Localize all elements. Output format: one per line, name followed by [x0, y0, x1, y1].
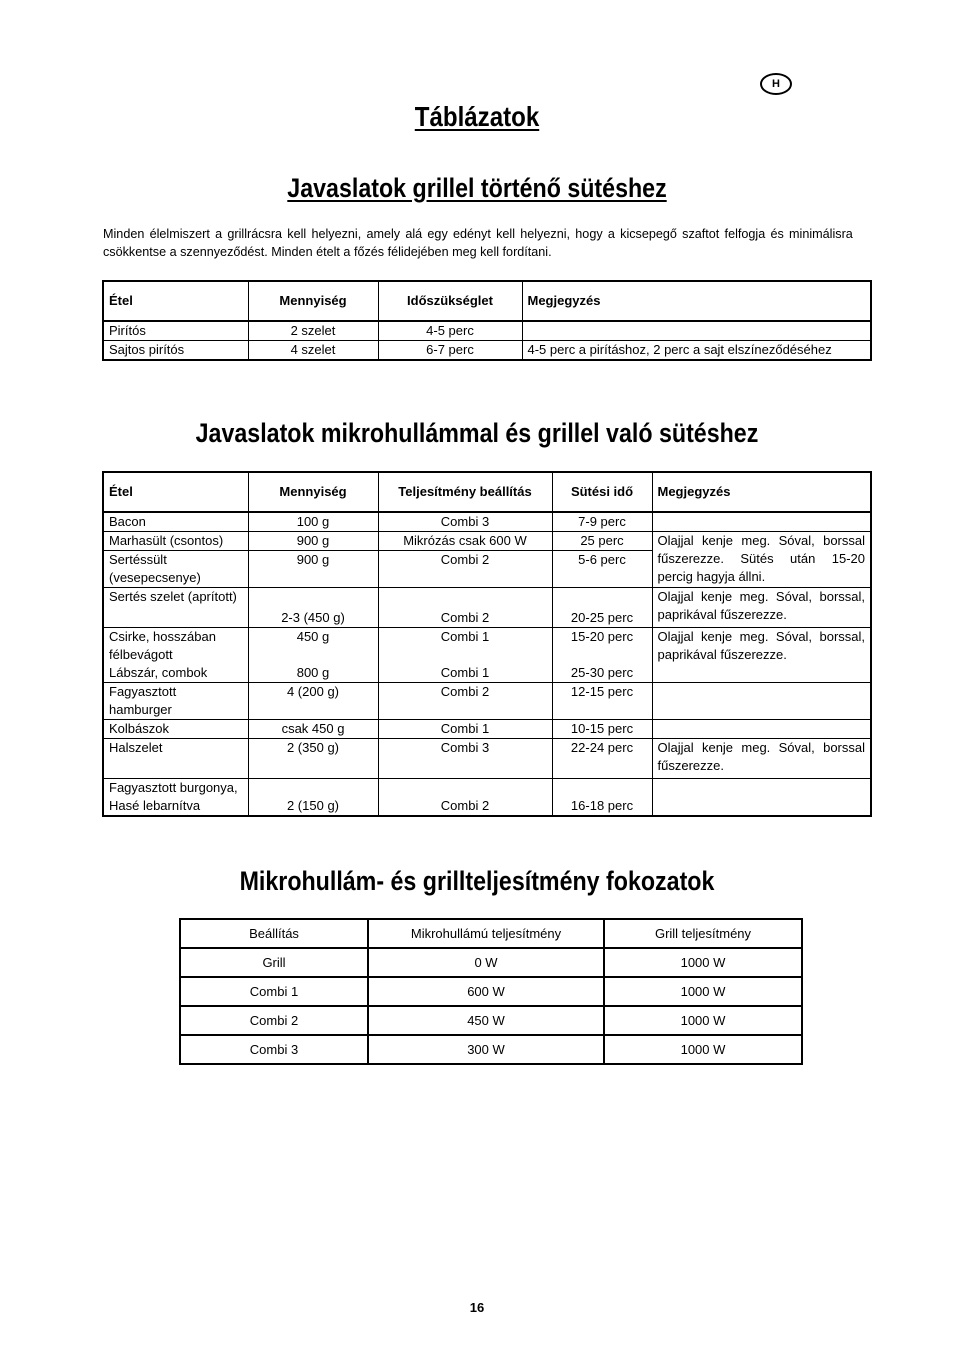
power-cell: Combi 2 — [378, 551, 552, 588]
table-row — [103, 321, 871, 341]
micro-section-heading: Javaslatok mikrohullámmal és grillel való sütéshez — [195, 418, 759, 448]
power-levels-table — [179, 918, 803, 1065]
power-cell: Combi 3 — [378, 512, 552, 532]
food-cell: Fagyasztott burgonya, Hasé lebarnítva — [103, 779, 248, 817]
table-row — [103, 512, 871, 532]
time-cell: 4-5 perc — [378, 321, 522, 341]
note-cell: Olajjal kenje meg. Sóval, borssal fűszerezze. Sütés után 15-20 percig hagyja állni. — [652, 532, 871, 588]
grill-table — [102, 280, 872, 361]
language-badge: H — [760, 73, 792, 95]
grill-section-heading: Javaslatok grillel történő sütéshez — [287, 173, 667, 203]
note-cell — [652, 779, 871, 817]
time-cell: 15-20 perc 25-30 perc — [552, 628, 652, 683]
header-time: Időszükséglet — [378, 281, 522, 321]
microwave-power-cell: 450 W — [368, 1006, 604, 1035]
table-row — [103, 341, 871, 361]
microwave-power-cell: 600 W — [368, 977, 604, 1006]
power-cell: Combi 3 — [378, 739, 552, 779]
food-cell: Sertés szelet (aprított) — [103, 588, 248, 628]
table-row — [103, 588, 871, 628]
power-cell: Combi 2 — [378, 779, 552, 817]
header-setting: Beállítás — [180, 919, 368, 948]
time-cell: 16-18 perc — [552, 779, 652, 817]
micro-table-header — [103, 472, 871, 512]
header-microwave-power: Mikrohullámú teljesítmény — [368, 919, 604, 948]
quantity-cell: 4 (200 g) — [248, 683, 378, 720]
food-cell: Csirke, hosszában félbevágott Lábszár, combok — [103, 628, 248, 683]
food-cell: Bacon — [103, 512, 248, 532]
food-cell: Fagyasztott hamburger — [103, 683, 248, 720]
table-row — [180, 977, 802, 1006]
power-cell: Combi 1 — [378, 720, 552, 739]
header-food: Étel — [103, 281, 248, 321]
page-number: 16 — [469, 1300, 485, 1315]
note-cell: Olajjal kenje meg. Sóval, borssal fűszerezze. — [652, 739, 871, 779]
table-row — [180, 1006, 802, 1035]
time-cell: 22-24 perc — [552, 739, 652, 779]
table-row — [103, 683, 871, 720]
note-cell: Olajjal kenje meg. Sóval, borssal, paprikával fűszerezze. — [652, 628, 871, 683]
grill-power-cell: 1000 W — [604, 1006, 802, 1035]
time-cell: 7-9 perc — [552, 512, 652, 532]
levels-section-heading: Mikrohullám- és grillteljesítmény fokozatok — [239, 866, 715, 896]
time-cell: 12-15 perc — [552, 683, 652, 720]
note-cell — [652, 512, 871, 532]
quantity-cell: 900 g — [248, 532, 378, 551]
header-quantity: Mennyiség — [248, 472, 378, 512]
table-row — [103, 779, 871, 817]
levels-table-header — [180, 919, 802, 948]
quantity-cell: 2-3 (450 g) — [248, 588, 378, 628]
power-cell: Mikrózás csak 600 W — [378, 532, 552, 551]
table-row — [103, 720, 871, 739]
table-row — [180, 948, 802, 977]
quantity-cell: 4 szelet — [248, 341, 378, 361]
table-row — [103, 739, 871, 779]
power-cell: Combi 2 — [378, 683, 552, 720]
note-cell: Olajjal kenje meg. Sóval, borssal, paprikával fűszerezze. — [652, 588, 871, 628]
table-row — [103, 628, 871, 683]
header-food: Étel — [103, 472, 248, 512]
quantity-cell: 450 g 800 g — [248, 628, 378, 683]
food-cell: Sertéssült (vesepecsenye) — [103, 551, 248, 588]
note-cell — [652, 720, 871, 739]
header-quantity: Mennyiség — [248, 281, 378, 321]
quantity-cell: csak 450 g — [248, 720, 378, 739]
microwave-power-cell: 300 W — [368, 1035, 604, 1064]
quantity-cell: 900 g — [248, 551, 378, 588]
food-cell: Kolbászok — [103, 720, 248, 739]
setting-cell: Combi 1 — [180, 977, 368, 1006]
time-cell: 25 perc — [552, 532, 652, 551]
setting-cell: Combi 2 — [180, 1006, 368, 1035]
page-title: Táblázatok — [414, 101, 540, 132]
quantity-cell: 2 (350 g) — [248, 739, 378, 779]
food-cell: Marhasült (csontos) — [103, 532, 248, 551]
setting-cell: Combi 3 — [180, 1035, 368, 1064]
table-row — [103, 532, 871, 551]
power-cell: Combi 1 Combi 1 — [378, 628, 552, 683]
time-cell: 20-25 perc — [552, 588, 652, 628]
grill-power-cell: 1000 W — [604, 977, 802, 1006]
header-cook-time: Sütési idő — [552, 472, 652, 512]
header-note: Megjegyzés — [652, 472, 871, 512]
food-cell: Sajtos pirítós — [103, 341, 248, 361]
setting-cell: Grill — [180, 948, 368, 977]
power-cell: Combi 2 — [378, 588, 552, 628]
header-power: Teljesítmény beállítás — [378, 472, 552, 512]
note-cell — [652, 683, 871, 720]
note-cell — [522, 321, 871, 341]
grill-table-header — [103, 281, 871, 321]
time-cell: 5-6 perc — [552, 551, 652, 588]
quantity-cell: 100 g — [248, 512, 378, 532]
header-note: Megjegyzés — [522, 281, 871, 321]
food-cell: Halszelet — [103, 739, 248, 779]
grill-power-cell: 1000 W — [604, 1035, 802, 1064]
quantity-cell: 2 (150 g) — [248, 779, 378, 817]
grill-power-cell: 1000 W — [604, 948, 802, 977]
quantity-cell: 2 szelet — [248, 321, 378, 341]
micro-grill-table — [102, 471, 872, 817]
time-cell: 6-7 perc — [378, 341, 522, 361]
header-grill-power: Grill teljesítmény — [604, 919, 802, 948]
food-cell: Pirítós — [103, 321, 248, 341]
grill-intro-text: Minden élelmiszert a grillrácsra kell helyezni, amely alá egy edényt kell helyezni, hogy a kicsepegő szaftot felfogja és minimálisra csökkentse a szennyeződést. Minden ételt a főzés félidejében meg kell fordítani. — [103, 226, 853, 259]
microwave-power-cell: 0 W — [368, 948, 604, 977]
note-cell: 4-5 perc a pirításhoz, 2 perc a sajt elszíneződéséhez — [522, 341, 871, 361]
time-cell: 10-15 perc — [552, 720, 652, 739]
table-row — [180, 1035, 802, 1064]
